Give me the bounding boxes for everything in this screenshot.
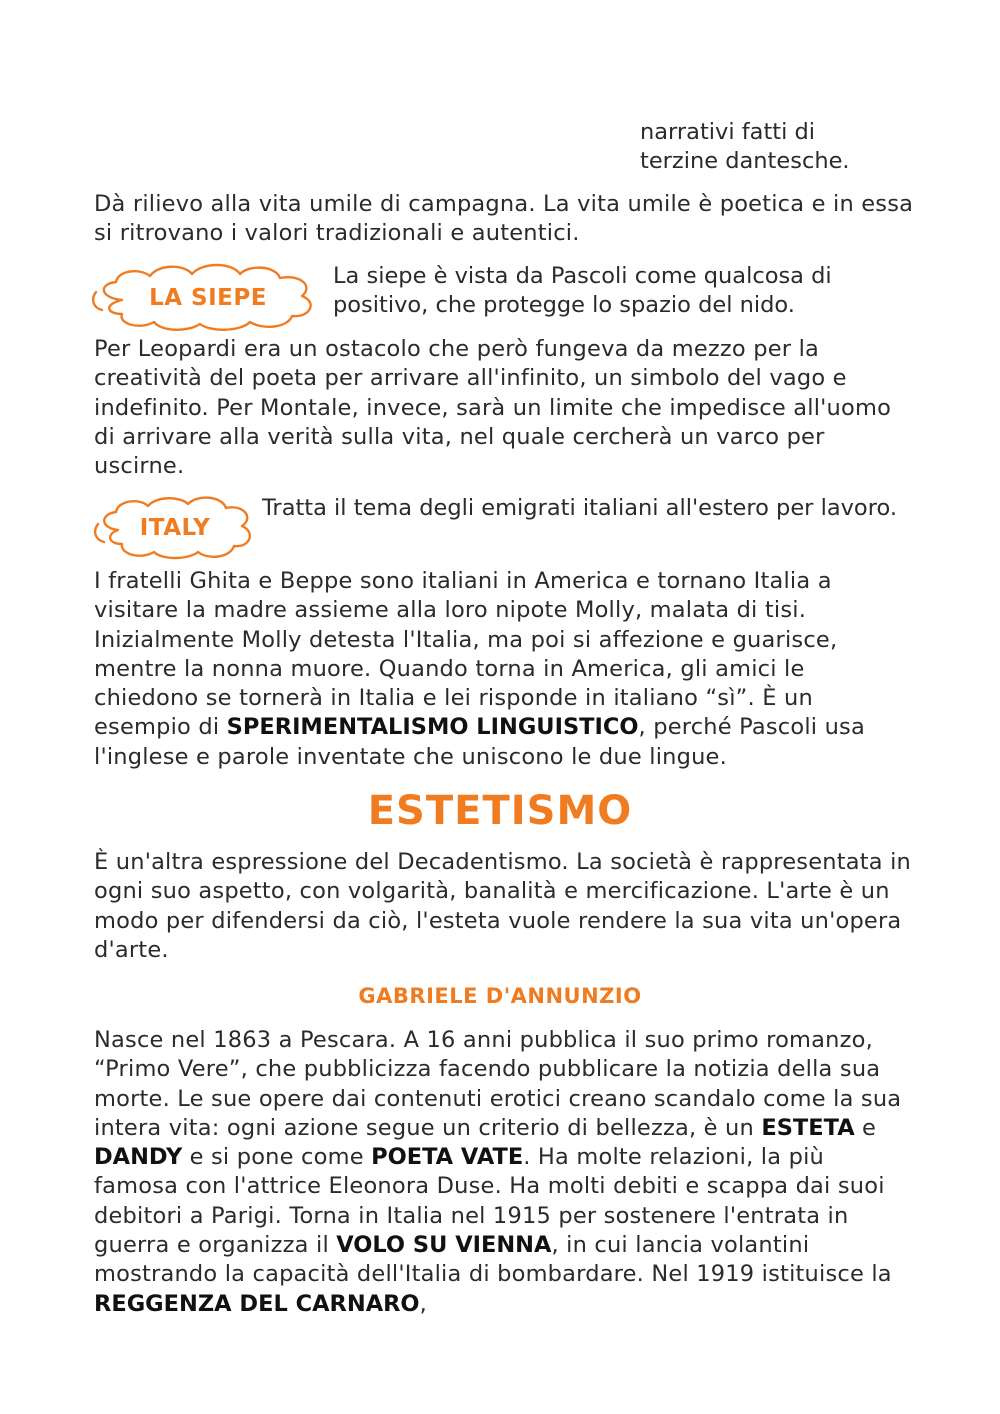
bold-term: POETA VATE (371, 1144, 524, 1171)
bold-term: DANDY (94, 1144, 183, 1171)
italy-label: ITALY (139, 515, 211, 541)
dannunzio-paragraph: Nasce nel 1863 a Pescara. A 16 anni pubblica il suo primo romanzo, “Primo Vere”, che pubblicizza facendo pubblicare la notizia della sua morte. Le sue opere dai contenuti erotici creano scandalo come la sua intera vita: ogni azione segue un criterio di bellezza, è un ESTETA e DANDY e si pone come POETA VATE. Ha molte relazioni, la più famosa con l'attrice Eleonora Duse. Ha molti debiti e scappa dai suoi debitori a Parigi. Torna in Italia nel 1915 per sostenere l'entrata in guerra e organizza il VOLO SU VIENNA, in cui lancia volantini mostrando la capacità dell'Italia di bombardare. Nel 1919 istituisce la REGGENZA DEL CARNARO, (94, 1027, 902, 1317)
italy-cloud (92, 494, 258, 562)
bold-term: VOLO SU VIENNA (336, 1232, 552, 1259)
la-siepe-body: Per Leopardi era un ostacolo che però fungeva da mezzo per la creatività del poeta per arrivare all'infinito, un simbolo del vago e indefinito. Per Montale, invece, sarà un limite che impedisce all'uomo di arrivare alla verità sulla vita, nel quale cercherà un varco per uscirne. (94, 336, 892, 480)
la-siepe-label: LA SIEPE (149, 285, 267, 311)
italy-side-text: Tratta il tema degli emigrati italiani all'estero per lavoro. (262, 495, 897, 521)
bold-term: SPERIMENTALISMO LINGUISTICO (226, 714, 639, 741)
subsection-title-dannunzio: GABRIELE D'ANNUNZIO (358, 984, 642, 1008)
section-title-estetismo: ESTETISMO (367, 788, 633, 834)
la-siepe-cloud (92, 262, 324, 334)
estetismo-paragraph: È un'altra espressione del Decadentismo. La società è rappresentata in ogni suo aspetto, con volgarità, banalità e mercificazione. L'arte è un modo per difendersi da ciò, l'esteta vuole rendere la sua vita un'opera d'arte. (94, 849, 912, 963)
la-siepe-side-text: La siepe è vista da Pascoli come qualcosa di positivo, che protegge lo spazio del nido. (333, 263, 832, 319)
intro-paragraph: Dà rilievo alla vita umile di campagna. La vita umile è poetica e in essa si ritrovano i valori tradizionali e autentici. (94, 191, 914, 247)
bold-term: ESTETA (761, 1114, 855, 1141)
italy-body: I fratelli Ghita e Beppe sono italiani in America e tornano Italia a visitare la madre assieme alla loro nipote Molly, malata di tisi. Inizialmente Molly detesta l'Italia, ma poi si affezione e guarisce, mentre la nonna muore. Quando torna in America, gli amici le chiedono se tornerà in Italia e lei risponde in italiano “sì”. È un esempio di SPERIMENTALISMO LINGUISTICO, perché Pascoli usa l'inglese e parole inventate che uniscono le due lingue. (94, 568, 865, 770)
continuation-text: narrativi fatti di terzine dantesche. (640, 119, 850, 175)
bold-term: REGGENZA DEL CARNARO (94, 1290, 420, 1317)
